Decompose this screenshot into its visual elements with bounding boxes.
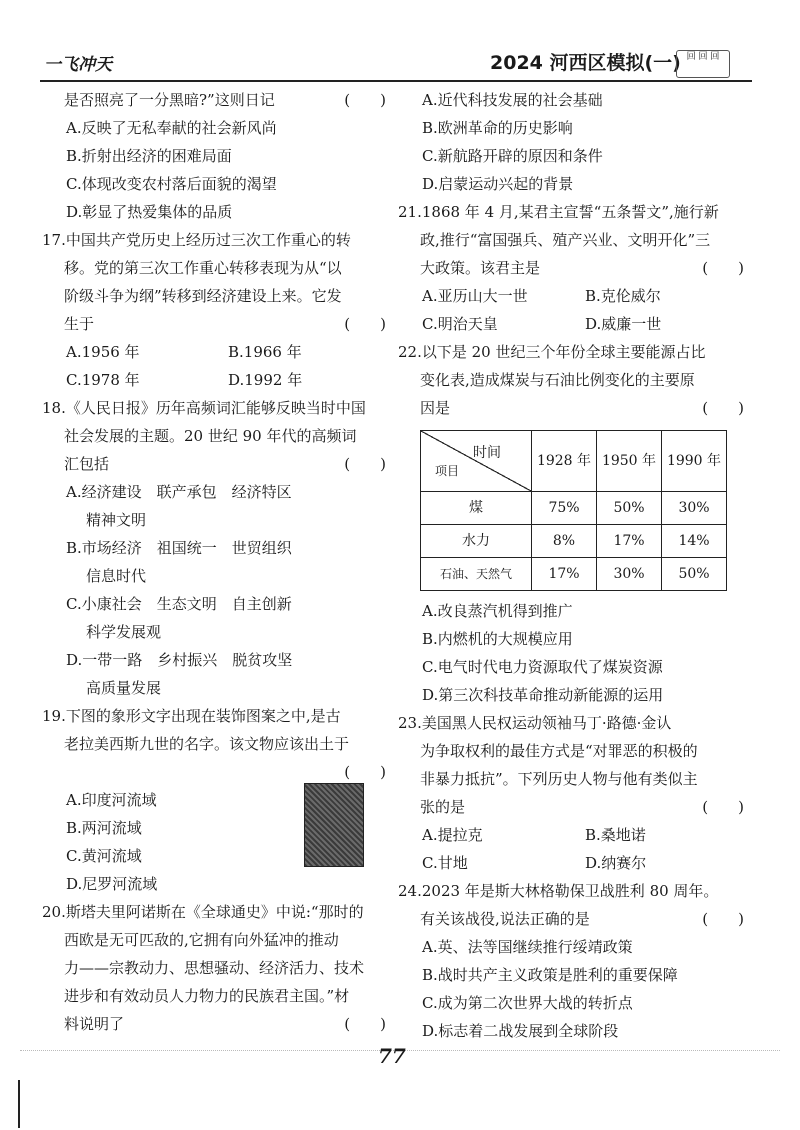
q23-option-c: C.甘地 (422, 854, 468, 872)
q16-option-c: C.体现改变农村落后面貌的渴望 (66, 175, 277, 193)
q21-option-b: B.克伦威尔 (585, 287, 661, 305)
q23-stem-line: 23.美国黑人民权运动领袖马丁·路德·金认 (398, 714, 672, 732)
q18-option-a: A.经济建设 联产承包 经济特区 (66, 483, 292, 501)
q16-option-a: A.反映了无私奉献的社会新风尚 (66, 119, 277, 137)
q22-stem-line: 因是 ( ) (420, 399, 744, 417)
table-value-cell: 30% (662, 492, 727, 525)
table-row (421, 525, 727, 558)
q18-option-b: B.市场经济 祖国统一 世贸组织 (66, 539, 292, 557)
q18-stem-line: 18.《人民日报》历年高频词汇能够反映当时中国 (42, 399, 366, 417)
q17-option-a: A.1956 年 (66, 343, 140, 361)
right-column (398, 86, 748, 1045)
table-year-header: 1928 年 (532, 431, 597, 492)
q23-option-d: D.纳赛尔 (585, 854, 647, 872)
q17-stem-line: 阶级斗争为纲”转移到经济建设上来。它发 (64, 287, 342, 305)
q18-stem-line: 汇包括 ( ) (64, 455, 386, 473)
q19-option-c: C.黄河流域 (66, 847, 142, 865)
table-row (421, 558, 727, 591)
q17-stem-line: 移。党的第三次工作重心转移表现为从“以 (64, 259, 342, 277)
table-item-cell: 石油、天然气 (421, 558, 532, 591)
table-value-cell: 17% (532, 558, 597, 591)
q17-options-row (64, 338, 390, 366)
q23-stem-line: 为争取权利的最佳方式是“对罪恶的积极的 (420, 742, 698, 760)
left-column (42, 86, 390, 1038)
table-value-cell: 50% (662, 558, 727, 591)
table-year-header: 1990 年 (662, 431, 727, 492)
q23-option-b: B.桑地诺 (585, 826, 646, 844)
hieroglyph-artifact-image (304, 783, 364, 867)
q22-option-d: D.第三次科技革命推动新能源的运用 (422, 686, 664, 704)
table-value-cell: 50% (597, 492, 662, 525)
q19-option-d: D.尼罗河流域 (66, 875, 158, 893)
header-rule (40, 80, 752, 82)
q21-options-row (420, 282, 748, 310)
header-exam-title: 2024 河西区模拟(一) (490, 52, 681, 74)
q21-stem-line: 政,推行“富国强兵、殖产兴业、文明开化”三 (420, 231, 711, 249)
q20-stem-line: 料说明了 ( ) (64, 1015, 386, 1033)
q21-stem-line: 大政策。该君主是 ( ) (420, 259, 744, 277)
q20-option-d: D.启蒙运动兴起的背景 (422, 175, 574, 193)
table-header-row (421, 431, 727, 492)
q22-option-b: B.内燃机的大规模应用 (422, 630, 573, 648)
q20-stem-line: 20.斯塔夫里阿诺斯在《全球通史》中说:“那时的 (42, 903, 364, 921)
q23-option-a: A.提拉克 (422, 826, 483, 844)
q18-option-d: D.一带一路 乡村振兴 脱贫攻坚 (66, 651, 293, 669)
table-value-cell: 30% (597, 558, 662, 591)
q24-option-b: B.战时共产主义政策是胜利的重要保障 (422, 966, 678, 984)
q18-option-d-cont: 高质量发展 (86, 679, 162, 697)
table-item-cell: 煤 (421, 492, 532, 525)
q17-stem-line: 生于 ( ) (64, 315, 386, 333)
q19-option-a: A.印度河流域 (66, 791, 157, 809)
page-number: 77 (378, 1044, 406, 1068)
q19-stem-line: 老拉美西斯九世的名字。该文物应该出土于 (64, 735, 350, 753)
q19-option-b: B.两河流域 (66, 819, 142, 837)
q17-stem-line: 17.中国共产党历史上经历过三次工作重心的转 (42, 231, 351, 249)
q23-stem-line: 张的是 ( ) (420, 798, 744, 816)
q24-option-d: D.标志着二战发展到全球阶段 (422, 1022, 619, 1040)
q18-option-c: C.小康社会 生态文明 自主创新 (66, 595, 292, 613)
q18-option-a-cont: 精神文明 (86, 511, 147, 529)
q24-option-c: C.成为第二次世界大战的转折点 (422, 994, 633, 1012)
q20-option-a: A.近代科技发展的社会基础 (422, 91, 603, 109)
q18-option-b-cont: 信息时代 (86, 567, 147, 585)
table-value-cell: 17% (597, 525, 662, 558)
q17-option-c: C.1978 年 (66, 371, 140, 389)
q17-options-row (64, 366, 390, 394)
q16-option-d: D.彰显了热爱集体的品质 (66, 203, 233, 221)
table-row (421, 492, 727, 525)
q21-options-row (420, 310, 748, 338)
q19-stem-line: 19.下图的象形文字出现在装饰图案之中,是古 (42, 707, 341, 725)
q23-options-row (420, 821, 748, 849)
q21-option-d: D.威廉一世 (585, 315, 662, 333)
q16-option-b: B.折射出经济的困难局面 (66, 147, 232, 165)
q17-option-d: D.1992 年 (228, 371, 303, 389)
table-value-cell: 14% (662, 525, 727, 558)
q21-option-a: A.亚历山大一世 (422, 287, 528, 305)
table-value-cell: 75% (532, 492, 597, 525)
q24-stem-line: 有关该战役,说法正确的是 ( ) (420, 910, 744, 928)
header-brand: 一飞冲天 (44, 55, 112, 75)
q24-option-a: A.英、法等国继续推行绥靖政策 (422, 938, 633, 956)
q22-option-a: A.改良蒸汽机得到推广 (422, 602, 573, 620)
q23-options-row (420, 849, 748, 877)
table-year-header: 1950 年 (597, 431, 662, 492)
q20-option-c: C.新航路开辟的原因和条件 (422, 147, 603, 165)
q21-option-c: C.明治天皇 (422, 315, 498, 333)
table-item-cell: 水力 (421, 525, 532, 558)
header-stamp: 回 回 回 (676, 50, 730, 78)
table-corner-cell: 时间 项目 (421, 431, 531, 491)
q23-stem-line: 非暴力抵抗”。下列历史人物与他有类似主 (420, 770, 698, 788)
q20-option-b: B.欧洲革命的历史影响 (422, 119, 573, 137)
q19-paren-line: ( ) (344, 763, 386, 781)
q17-option-b: B.1966 年 (228, 343, 302, 361)
q18-option-c-cont: 科学发展观 (86, 623, 162, 641)
q22-option-c: C.电气时代电力资源取代了煤炭资源 (422, 658, 663, 676)
q20-stem-line: 进步和有效动员人力物力的民族君主国。”材 (64, 987, 350, 1005)
q16-stem: 是否照亮了一分黑暗?”这则日记 ( ) (64, 91, 386, 109)
q22-stem-line: 22.以下是 20 世纪三个年份全球主要能源占比 (398, 343, 706, 361)
q24-stem-line: 24.2023 年是斯大林格勒保卫战胜利 80 周年。 (398, 882, 719, 900)
margin-bar (18, 1080, 20, 1128)
q20-stem-line: 力——宗教动力、思想骚动、经济活力、技术 (64, 959, 365, 977)
q20-stem-line: 西欧是无可匹敌的,它拥有向外猛冲的推动 (64, 931, 339, 949)
energy-share-table (420, 430, 727, 591)
q22-stem-line: 变化表,造成煤炭与石油比例变化的主要原 (420, 371, 695, 389)
q21-stem-line: 21.1868 年 4 月,某君主宣誓“五条誓文”,施行新 (398, 203, 719, 221)
q18-stem-line: 社会发展的主题。20 世纪 90 年代的高频词 (64, 427, 357, 445)
table-value-cell: 8% (532, 525, 597, 558)
